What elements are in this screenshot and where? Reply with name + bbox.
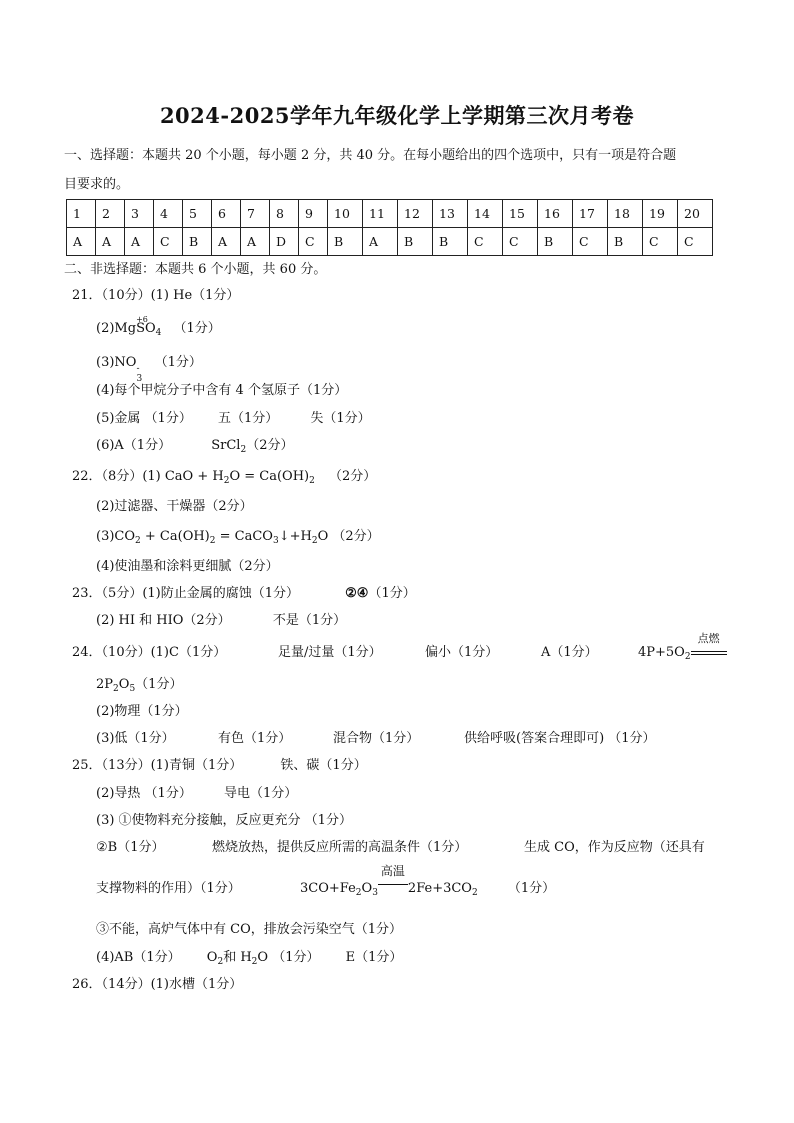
q25-equation-b: O [361,881,373,896]
q21-part5-a: (5)金属 （1分） [96,411,192,426]
q24-head-d: A（1分） [541,645,598,660]
q25-part4-e: E（1分） [345,950,403,965]
q21-part2-score: （1分） [173,321,221,336]
q24-part3-b: 有色（1分） [218,731,292,746]
answer-choice-cell: B [328,228,363,256]
q21-part6-a: (6)A（1分） [96,438,172,453]
q24-part3-a: (3)低（1分） [96,731,175,746]
answer-number-cell: 12 [398,200,433,228]
q21-part6 [96,437,293,459]
answer-choice-cell: C [643,228,678,256]
q22-head-score: （2分） [328,469,377,484]
q22-part3-e: O （2分） [317,529,380,544]
page-title: 2024-2025学年九年级化学上学期第三次月考卷 [159,103,635,128]
q24-head [72,644,226,662]
q25-part3: (3) ①使物料充分接触，反应更充分 （1分） [96,813,352,828]
q25-part3-2-d: 支撑物料的作用）（1分） [96,881,241,896]
q21-part3-sup: - [136,364,140,374]
q23-head-a: 23．（5分）(1)防止金属的腐蚀（1分） [72,586,299,601]
q24-equation-product [96,676,182,698]
q22-head-b: O = Ca(OH) [229,469,310,484]
answer-table-answers-row [67,228,713,256]
q25-head [72,757,367,775]
q24-product-score: （1分） [135,677,183,692]
q24-reaction-condition [691,632,727,662]
answer-table-numbers-row [67,200,713,228]
answer-number-cell: 20 [678,200,713,228]
answer-choice-cell: B [398,228,433,256]
answer-number-cell: 18 [608,200,643,228]
section1-instructions [64,147,676,165]
q21-part2 [96,315,221,342]
q25-equation-sub3: 2 [471,888,478,898]
q25-equation-sub1: 2 [355,888,362,898]
q22-head-sub1: 2 [223,476,230,486]
answer-number-cell: 13 [433,200,468,228]
q22-part4: (4)使油墨和涂料更细腻（2分） [96,559,279,574]
q25-part2-a: (2)导热 （1分） [96,786,192,801]
q21-head: 21．（10分）(1) He（1分） [72,288,240,303]
q22-part3-sub2: 2 [209,536,216,546]
answer-number-cell: 10 [328,200,363,228]
q22-part3-a: (3)CO [96,529,136,544]
q21-part5 [96,410,371,428]
q25-equation-a: 3CO+Fe [300,881,356,896]
answer-choice-cell: C [154,228,183,256]
answer-choice-cell: B [183,228,212,256]
q24-part3-d: 供给呼吸(答案合理即可) （1分） [464,731,656,746]
answer-number-cell: 2 [96,200,125,228]
answer-number-cell: 3 [125,200,154,228]
answer-choice-cell: D [270,228,299,256]
q24-equation-a: 4P+5O [638,645,685,660]
answer-choice-cell: A [212,228,241,256]
answer-number-cell: 15 [503,200,538,228]
answer-number-cell: 9 [299,200,328,228]
q21-part2-b: S [136,321,145,336]
section2-instructions: 二、非选择题：本题共 6 个小题，共 60 分。 [64,262,327,277]
q26-head: 26．（14分）(1)水槽（1分） [72,977,243,992]
q25-head-a: 25．（13分）(1)青铜（1分） [72,758,243,773]
answer-choice-cell: B [608,228,643,256]
answer-choice-cell: A [241,228,270,256]
q23-part2-b: 不是（1分） [272,613,347,628]
answer-number-cell: 4 [154,200,183,228]
answer-choice-cell: A [125,228,154,256]
answer-choice-cell: C [503,228,538,256]
q22-part3-sub3: 3 [272,536,279,546]
q25-part4-b: O [206,950,218,965]
q21-part3-sub: 3 [136,374,143,384]
q25-condition-bar [378,884,408,885]
q25-part4-a: (4)AB（1分） [96,950,181,965]
q21-part2-a: (2)Mg [96,321,137,336]
q25-equation-sub2: 3 [372,888,378,898]
q21-part5-b: 五（1分） [217,411,279,426]
q24-equation [638,632,727,666]
q21-valence: +6 [136,315,148,324]
q25-condition-label: 高温 [380,864,405,878]
q24-product-a: 2P [96,677,114,692]
q24-head-b: 足量/过量（1分） [278,645,382,660]
q25-equation-score: （1分） [507,881,556,896]
q21-part4: (4)每个甲烷分子中含有 4 个氢原子（1分） [96,383,348,398]
q25-part4-sub2: 2 [251,957,258,967]
q21-part6-sub: 2 [240,445,247,455]
q22-head-sub2: 2 [309,476,315,486]
answer-choice-cell: A [67,228,96,256]
q25-part4-sub1: 2 [217,957,224,967]
answer-choice-cell: A [363,228,398,256]
q22-part3-sub1: 2 [135,536,141,546]
answer-table [66,199,713,256]
q24-part3 [96,730,175,748]
q23-part2-a: (2) HI 和 HIO（2分） [96,613,231,628]
q22-head-a: 22．（8分）(1) CaO + H [72,469,224,484]
q23-head-mark: ②④ [345,586,369,601]
q22-part3 [96,528,380,550]
answer-number-cell: 5 [183,200,212,228]
answer-choice-cell: C [678,228,713,256]
q22-part3-b: + Ca(OH) [140,529,210,544]
q25-part3-2 [96,839,164,857]
answer-choice-cell: C [573,228,608,256]
q24-product-b: O [118,677,130,692]
q25-part4 [96,949,402,971]
q24-condition-bar [691,651,727,655]
q24-head-c: 偏小（1分） [425,645,499,660]
q21-part5-c: 失（1分） [310,411,371,426]
answer-choice-cell: B [433,228,468,256]
q25-reaction-condition [378,864,408,894]
q22-part3-c: = CaCO [215,529,273,544]
q25-head-b: 铁、碳（1分） [280,758,367,773]
section1-instructions-cont [64,176,129,194]
q21-part6-c: （2分） [246,438,294,453]
q24-equation-sub: 2 [684,652,691,662]
q21-part2-sub: 4 [155,328,162,338]
q25-part2-b: 导电（1分） [223,786,298,801]
answer-number-cell: 17 [573,200,608,228]
q24-head-a: 24．（10分）(1)C（1分） [72,645,227,660]
q25-part4-c: 和 H [223,950,252,965]
q22-head [72,468,376,490]
q23-part2 [96,612,346,630]
answer-number-cell: 1 [67,200,96,228]
answer-choice-cell: B [538,228,573,256]
q24-product-sub2: 5 [129,684,136,694]
q25-part3-2-b: 燃烧放热，提供反应所需的高温条件（1分） [212,840,468,855]
q23-head-score: （1分） [368,586,416,601]
answer-number-cell: 16 [538,200,573,228]
section1-line1: 一、选择题：本题共 20 个小题，每小题 2 分，共 40 分。在每小题给出的四个选项中，只有一项是符合题 [64,148,677,163]
q23-head [72,585,416,603]
q21-part6-b: SrCl [211,438,241,453]
q21-part3-a: (3)NO [96,355,137,370]
answer-choice-cell: C [468,228,503,256]
q25-part3-2-c: 生成 CO，作为反应物（还具有 [524,840,705,855]
q22-part3-d: ↓+H [278,529,312,544]
q25-part3-3: ③不能，高炉气体中有 CO，排放会污染空气（1分） [96,922,403,937]
q25-equation [300,864,556,902]
answer-choice-cell: C [299,228,328,256]
answer-number-cell: 7 [241,200,270,228]
q25-part4-d: O （1分） [257,950,320,965]
answer-number-cell: 6 [212,200,241,228]
answer-choice-cell: A [96,228,125,256]
q21-part3 [96,354,202,384]
q24-part3-c: 混合物（1分） [333,731,420,746]
answer-number-cell: 19 [643,200,678,228]
q24-part2: (2)物理（1分） [96,704,188,719]
q22-part3-sub4: 2 [311,536,318,546]
q24-condition-label: 点燃 [697,632,720,645]
section1-line2: 目要求的。 [64,177,130,192]
answer-number-cell: 8 [270,200,299,228]
q21-part3-score: （1分） [154,355,202,370]
answer-number-cell: 11 [363,200,398,228]
q22-part2: (2)过滤器、干燥器（2分） [96,499,253,514]
q25-part2 [96,785,297,803]
q25-equation-c: 2Fe+3CO [407,881,472,896]
answer-number-cell: 14 [468,200,503,228]
q21-part2-c: O [144,321,156,336]
q24-product-sub1: 2 [113,684,119,694]
q25-part3-2-a: ②B（1分） [96,840,165,855]
